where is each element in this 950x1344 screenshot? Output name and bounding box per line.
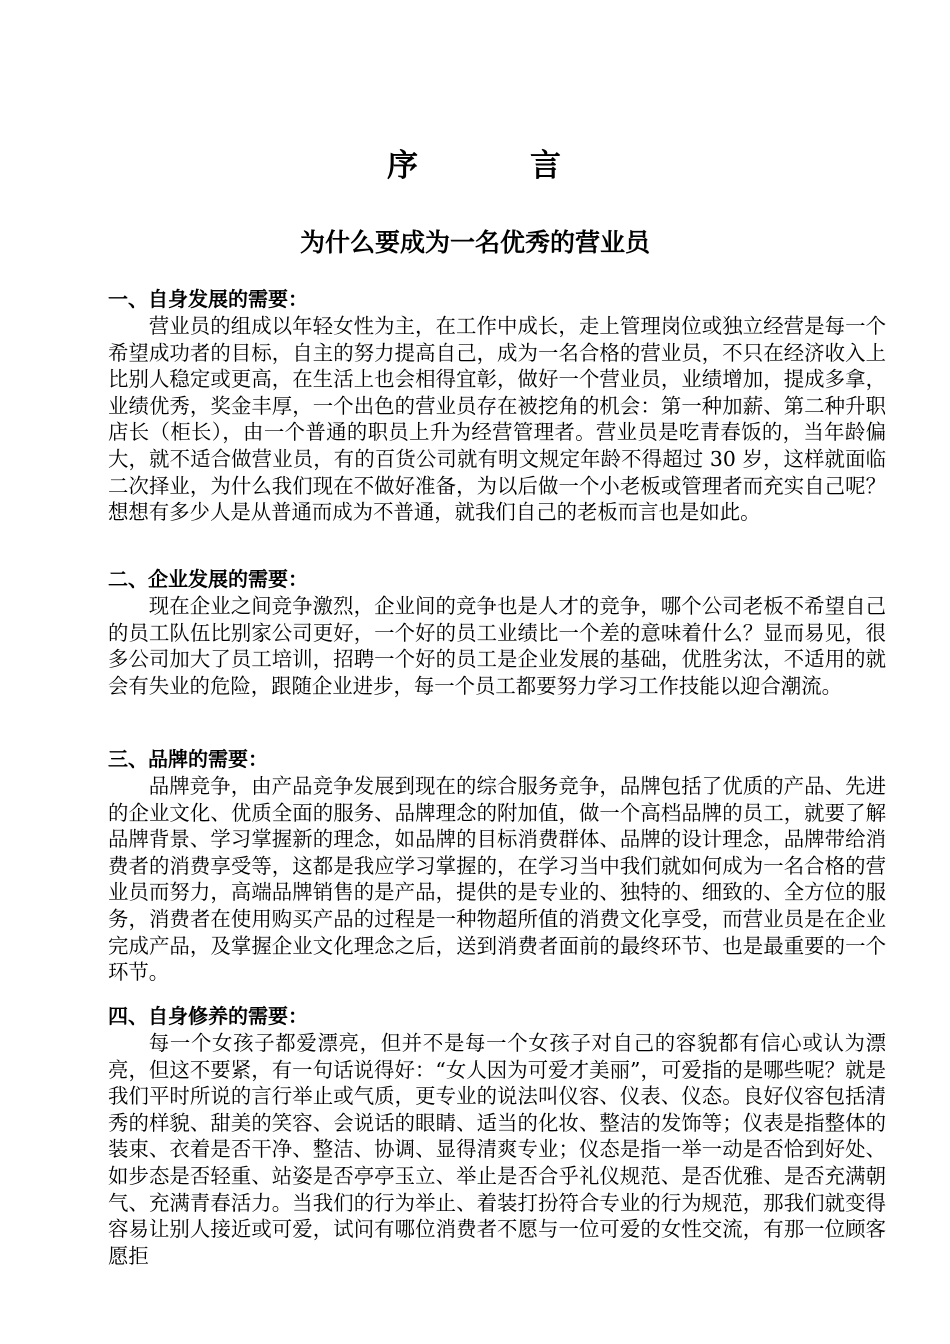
page-title bbox=[0, 144, 950, 188]
section-heading: 三、品牌的需要： bbox=[108, 747, 268, 771]
section-paragraph: 品牌竞争，由产品竞争发展到现在的综合服务竞争，品牌包括了优质的产品、先进的企业文化、优质全面的服务、品牌理念的附加值，做一个高档品牌的员工，就要了解品牌背景、学习掌握新的理念，如品牌的目标消费群体、品牌的设计理念，品牌带给消费者的消费享受等，这都是我应学习掌握的，在学习当中我们就如何成为一名合格的营业员而努力，高端品牌销售的是产品，提供的是专业的、独特的、细致的、全方位的服务，消费者在使用购买产品的过程是一种物超所值的消费文化享受，而营业员是在企业完成产品，及掌握企业文化理念之后，送到消费者面前的最终环节、也是最重要的一个环节。 bbox=[108, 774, 886, 985]
section-heading: 四、自身修养的需要： bbox=[108, 1004, 308, 1028]
section-paragraph: 每一个女孩子都爱漂亮，但并不是每一个女孩子对自己的容貌都有信心或认为漂亮，但这不要紧，有一句话说得好：“女人因为可爱才美丽”，可爱指的是哪些呢？就是我们平时所说的言行举止或气质，更专业的说法叫仪容、仪表、仪态。良好仪容包括清秀的样貌、甜美的笑容、会说话的眼睛、适当的化妆、整洁的发饰等；仪表是指整体的装束、衣着是否干净、整洁、协调、显得清爽专业；仪态是指一举一动是否恰到好处、如步态是否轻重、站姿是否亭亭玉立、举止是否合乎礼仪规范、是否优雅、是否充满朝气、充满青春活力。当我们的行为举止、着装打扮符合专业的行为规范，那我们就变得容易让别人接近或可爱，试问有哪位消费者不愿与一位可爱的女性交流，有那一位顾客愿拒 bbox=[108, 1031, 886, 1268]
section-paragraph: 现在企业之间竞争激烈，企业间的竞争也是人才的竞争，哪个公司老板不希望自己的员工队伍比别家公司更好，一个好的员工业绩比一个差的意味着什么？显而易见，很多公司加大了员工培训，招聘一个好的员工是企业发展的基础，优胜劣汰，不适用的就会有失业的危险，跟随企业进步，每一个员工都要努力学习工作技能以迎合潮流。 bbox=[108, 594, 886, 698]
section-self-development bbox=[108, 286, 886, 526]
section-self-cultivation bbox=[108, 1003, 886, 1283]
section-paragraph: 营业员的组成以年轻女性为主，在工作中成长，走上管理岗位或独立经营是每一个希望成功者的目标，自主的努力提高自己，成为一名合格的营业员，不只在经济收入上比别人稳定或更高，在生活上也会相得宜彰，做好一个营业员，业绩增加，提成多拿，业绩优秀，奖金丰厚，一个出色的营业员存在被挖角的机会：第一种加薪、第二种升职店长（柜长），由一个普通的职员上升为经营管理者。营业员是吃青春饭的，当年龄偏大，就不适合做营业员，有的百货公司就有明文规定年龄不得超过 30 岁，这样就面临二次择业，为什么我们现在不做好准备，为以后做一个小老板或管理者而充实自己呢？想想有多少人是从普通而成为不普通，就我们自己的老板而言也是如此。 bbox=[108, 314, 886, 525]
title-char-1: 序 bbox=[387, 148, 420, 184]
title-char-2: 言 bbox=[530, 148, 563, 184]
section-heading: 一、自身发展的需要： bbox=[108, 287, 308, 311]
section-company-development bbox=[108, 566, 886, 699]
section-heading: 二、企业发展的需要： bbox=[108, 567, 308, 591]
section-brand bbox=[108, 746, 886, 986]
page-subtitle: 为什么要成为一名优秀的营业员 bbox=[299, 228, 650, 257]
